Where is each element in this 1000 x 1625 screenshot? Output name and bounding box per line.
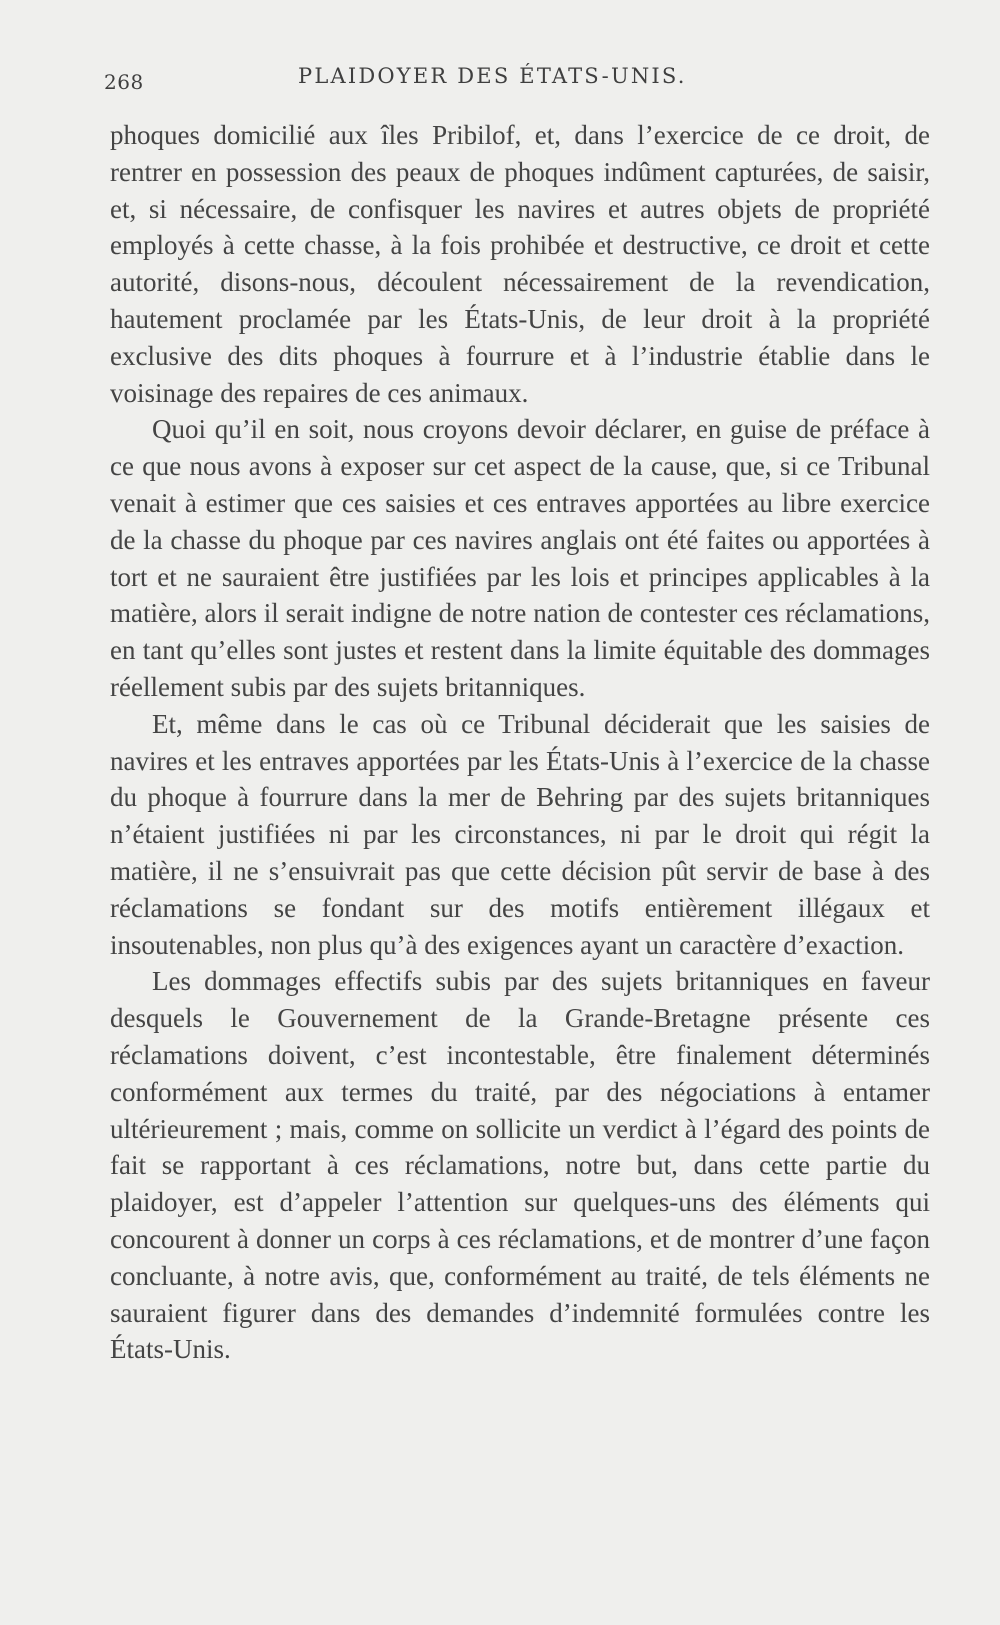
paragraph: Quoi qu’il en soit, nous croyons devoir déclarer, en guise de préface à ce que nous avons à exposer sur cet aspect de la cause, que, si ce Tribunal venait à estimer que ces saisies et ces entraves apportées au libre exercice de la chasse du phoque par ces navires anglais ont été faites ou apportées à tort et ne sauraient être justifiées par les lois et principes applicables à la matière, alors il serait indigne de notre nation de contester ces réclamations, en tant qu’elles sont justes et restent dans la limite équitable des dommages réellement subis par des sujets britanniques. [110, 414, 930, 702]
page-header [104, 62, 930, 102]
running-head: PLAIDOYER DES ÉTATS-UNIS. [298, 64, 687, 88]
paragraph-continuation: phoques domicilié aux îles Pribilof, et, dans l’exercice de ce droit, de rentrer en possession des peaux de phoques indûment capturées, de saisir, et, si nécessaire, de confisquer les navires et autres objets de propriété employés à cette chasse, à la fois prohibée et destructive, ce droit et cette autorité, disons-nous, découlent nécessairement de la revendication, hautement proclamée par les États-Unis, de leur droit à la propriété exclusive des dits phoques à fourrure et à l’industrie établie dans le voisinage des repaires de ces animaux. [110, 120, 930, 408]
page-number: 268 [104, 70, 144, 94]
body-text [110, 117, 930, 1368]
paragraph: Et, même dans le cas où ce Tribunal déciderait que les saisies de navires et les entraves apportées par les États-Unis à l’exercice de la chasse du phoque à fourrure dans la mer de Behring par des sujets britanniques n’étaient justifiées ni par les circonstances, ni par le droit qui régit la matière, il ne s’ensuivrait pas que cette décision pût servir de base à des réclamations se fondant sur des motifs entièrement illégaux et insoutenables, non plus qu’à des exigences ayant un caractère d’exaction. [110, 708, 930, 960]
paragraph: Les dommages effectifs subis par des sujets britanniques en faveur desquels le Gouvernement de la Grande-Bretagne présente ces réclamations doivent, c’est incontestable, être finalement déterminés conformément aux termes du traité, par des négociations à entamer ultérieurement ; mais, comme on sollicite un verdict à l’égard des points de fait se rapportant à ces réclamations, notre but, dans cette partie du plaidoyer, est d’appeler l’attention sur quelques-uns des éléments qui concourent à donner un corps à ces réclamations, et de montrer d’une façon concluante, à notre avis, que, conformément au traité, de tels éléments ne sauraient figurer dans des demandes d’indemnité formulées contre les États-Unis. [110, 966, 930, 1365]
